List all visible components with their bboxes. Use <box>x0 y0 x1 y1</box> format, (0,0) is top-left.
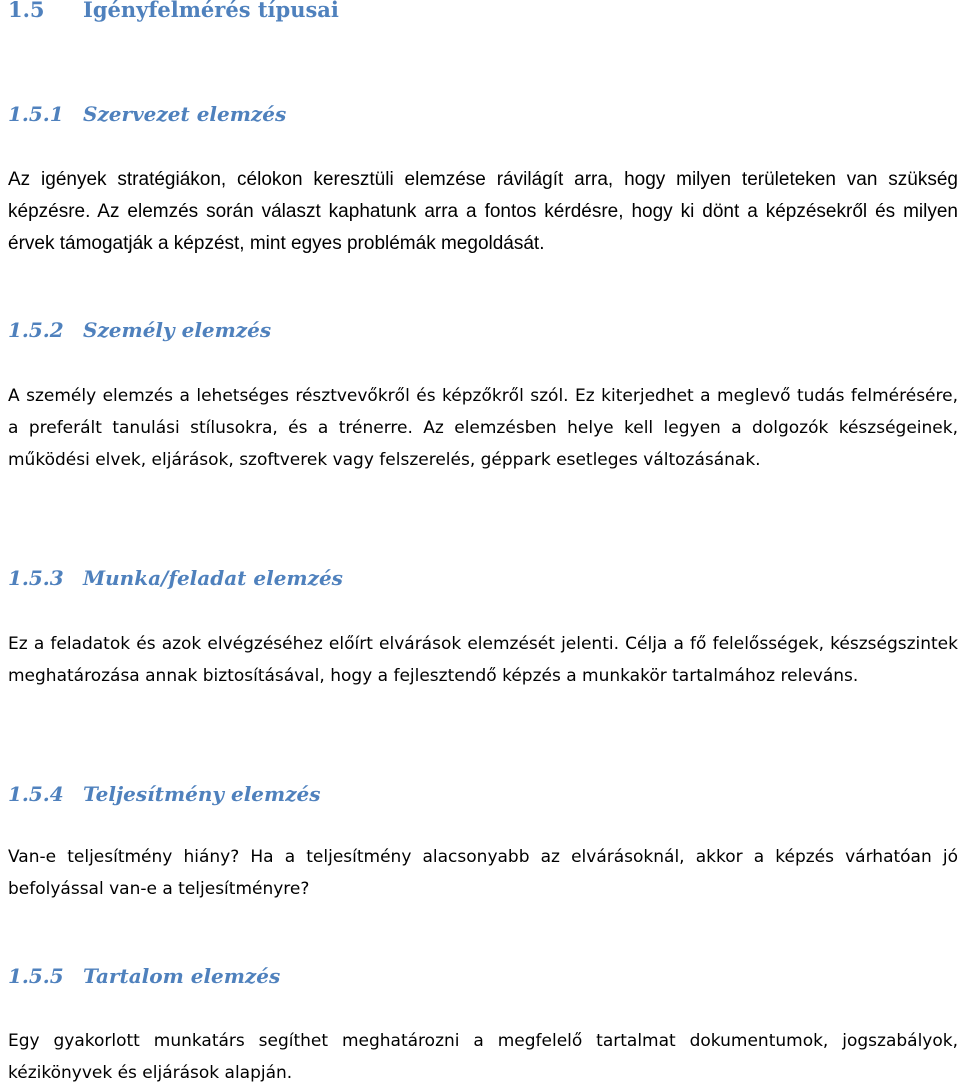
subsection-number: 1.5.5 <box>8 964 64 988</box>
subsection-heading-5 <box>8 963 280 989</box>
subsection-title: Személy elemzés <box>83 318 272 342</box>
subsection-number: 1.5.1 <box>8 102 64 126</box>
subsection-number: 1.5.4 <box>8 782 64 806</box>
subsection-paragraph-4: Van-e teljesítmény hiány? Ha a teljesítmény alacsonyabb az elvárásoknál, akkor a képzés várhatóan jó befolyással van-e a teljesítményre? <box>8 847 958 899</box>
subsection-heading-2 <box>8 317 271 343</box>
section-title: Igényfelmérés típusai <box>83 0 339 22</box>
subsection-paragraph-3: Ez a feladatok és azok elvégzéséhez előírt elvárások elemzését jelenti. Célja a fő felelősségek, készségszintek meghatározása annak biztosításával, hogy a fejlesztendő képzés a munkakör tartalmához releváns. <box>8 634 958 686</box>
subsection-paragraph-1: Az igények stratégiákon, célokon keresztüli elemzése rávilágít arra, hogy milyen területeken van szükség képzésre. Az elemzés során választ kaphatunk arra a fontos kérdésre, hogy ki dönt a képzésekről és milyen érvek támogatják a képzést, mint egyes problémák megoldását. <box>8 169 958 254</box>
subsection-paragraph-5: Egy gyakorlott munkatárs segíthet meghatározni a megfelelő tartalmat dokumentumok, jogszabályok, kézikönyvek és eljárások alapján. <box>8 1031 958 1083</box>
section-heading <box>8 0 339 23</box>
subsection-paragraph-2: A személy elemzés a lehetséges résztvevőkről és képzőkről szól. Ez kiterjedhet a meglevő tudás felmérésére, a preferált tanulási stílusokra, és a trénerre. Az elemzésben helye kell legyen a dolgozók készségeinek, működési elvek, eljárások, szoftverek vagy felszerelés, géppark esetleges változásának. <box>8 386 958 470</box>
section-number: 1.5 <box>8 0 45 22</box>
subsection-heading-3 <box>8 565 343 591</box>
subsection-title: Munka/feladat elemzés <box>83 566 343 590</box>
subsection-title: Tartalom elemzés <box>83 964 281 988</box>
subsection-title: Szervezet elemzés <box>83 102 287 126</box>
subsection-number: 1.5.2 <box>8 318 64 342</box>
subsection-title: Teljesítmény elemzés <box>83 782 321 806</box>
subsection-heading-1 <box>8 101 286 127</box>
subsection-number: 1.5.3 <box>8 566 64 590</box>
subsection-heading-4 <box>8 781 321 807</box>
